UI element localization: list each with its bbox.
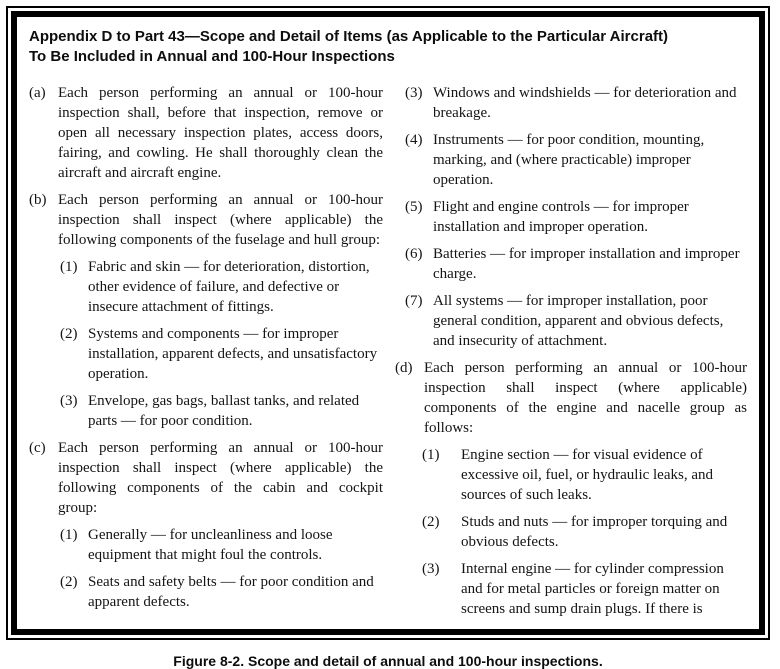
item-label: (c) <box>29 440 46 456</box>
figure-inner-frame <box>11 11 765 635</box>
list-item-6 <box>405 244 747 284</box>
list-item-2 <box>60 572 383 612</box>
appendix-title-line2: To Be Included in Annual and 100-Hour Inspections <box>29 48 395 65</box>
list-item-1 <box>60 525 383 565</box>
list-item-5 <box>405 197 747 237</box>
list-item-1 <box>60 257 383 317</box>
appendix-title <box>29 27 747 67</box>
item-label: (3) <box>422 561 440 577</box>
left-column <box>29 83 383 619</box>
item-text: Windows and windshields — for deterioration and breakage. <box>433 85 737 121</box>
item-text: Each person performing an annual or 100-hour inspection shall inspect (where applicable) the following components of the fuselage and hull group: <box>58 192 383 248</box>
item-text: Studs and nuts — for improper torquing and obvious defects. <box>461 514 728 550</box>
item-label: (2) <box>422 514 440 530</box>
item-label: (1) <box>422 447 440 463</box>
item-text: Instruments — for poor condition, mounting, marking, and (where practicable) improper operation. <box>433 132 705 188</box>
item-text: Each person performing an annual or 100-hour inspection shall inspect (where applicable) components of the engine and nacelle group as follows: <box>424 360 747 436</box>
list-item-b <box>29 190 383 250</box>
item-label: (b) <box>29 192 47 208</box>
item-label: (3) <box>60 393 78 409</box>
item-text: Generally — for uncleanliness and loose equipment that might foul the controls. <box>88 527 333 563</box>
item-label: (6) <box>405 246 423 262</box>
list-item-7 <box>405 291 747 351</box>
item-label: (7) <box>405 293 423 309</box>
list-item-3 <box>60 391 383 431</box>
list-item-c <box>29 438 383 518</box>
item-text: Batteries — for improper installation and improper charge. <box>433 246 740 282</box>
item-text: All systems — for improper installation, poor general condition, apparent and obvious defects, and insecurity of attachment. <box>433 293 724 349</box>
item-text: Systems and components — for improper installation, apparent defects, and unsatisfactory operation. <box>88 326 378 382</box>
item-label: (2) <box>60 326 78 342</box>
item-text: Each person performing an annual or 100-hour inspection shall, before that inspection, remove or open all necessary inspection plates, access doors, fairing, and cowling. He shall thoroughly clean the aircraft and aircraft engine. <box>58 85 383 181</box>
item-label: (5) <box>405 199 423 215</box>
item-label: (d) <box>395 360 413 376</box>
item-label: (1) <box>60 527 78 543</box>
list-item-2 <box>422 512 747 552</box>
item-label: (3) <box>405 85 423 101</box>
item-label: (2) <box>60 574 78 590</box>
list-item-4 <box>405 130 747 190</box>
item-text: Fabric and skin — for deterioration, distortion, other evidence of failure, and defective or insecure attachment of fittings. <box>88 259 370 315</box>
figure-outer-frame <box>6 6 770 640</box>
item-text: Internal engine — for cylinder compression and for metal particles or foreign matter on screens and sump drain plugs. If there is <box>461 561 724 617</box>
two-column-body <box>29 83 747 619</box>
list-item-2 <box>60 324 383 384</box>
list-item-1 <box>422 445 747 505</box>
list-item-3 <box>422 559 747 619</box>
item-label: (4) <box>405 132 423 148</box>
list-item-d <box>395 358 747 438</box>
item-text: Each person performing an annual or 100-hour inspection shall inspect (where applicable) the following components of the cabin and cockpit group: <box>58 440 383 516</box>
appendix-title-line1: Appendix D to Part 43—Scope and Detail of Items (as Applicable to the Particular Aircraft) <box>29 28 669 45</box>
item-text: Seats and safety belts — for poor condition and apparent defects. <box>88 574 374 610</box>
item-text: Envelope, gas bags, ballast tanks, and related parts — for poor condition. <box>88 393 360 429</box>
item-text: Engine section — for visual evidence of excessive oil, fuel, or hydraulic leaks, and sources of such leaks. <box>461 447 713 503</box>
figure-caption: Figure 8-2. Scope and detail of annual and 100-hour inspections. <box>173 653 603 669</box>
right-column <box>395 83 747 619</box>
list-item-a <box>29 83 383 183</box>
item-text: Flight and engine controls — for improper installation and improper operation. <box>433 199 689 235</box>
item-label: (a) <box>29 85 46 101</box>
list-item-3 <box>405 83 747 123</box>
item-label: (1) <box>60 259 78 275</box>
